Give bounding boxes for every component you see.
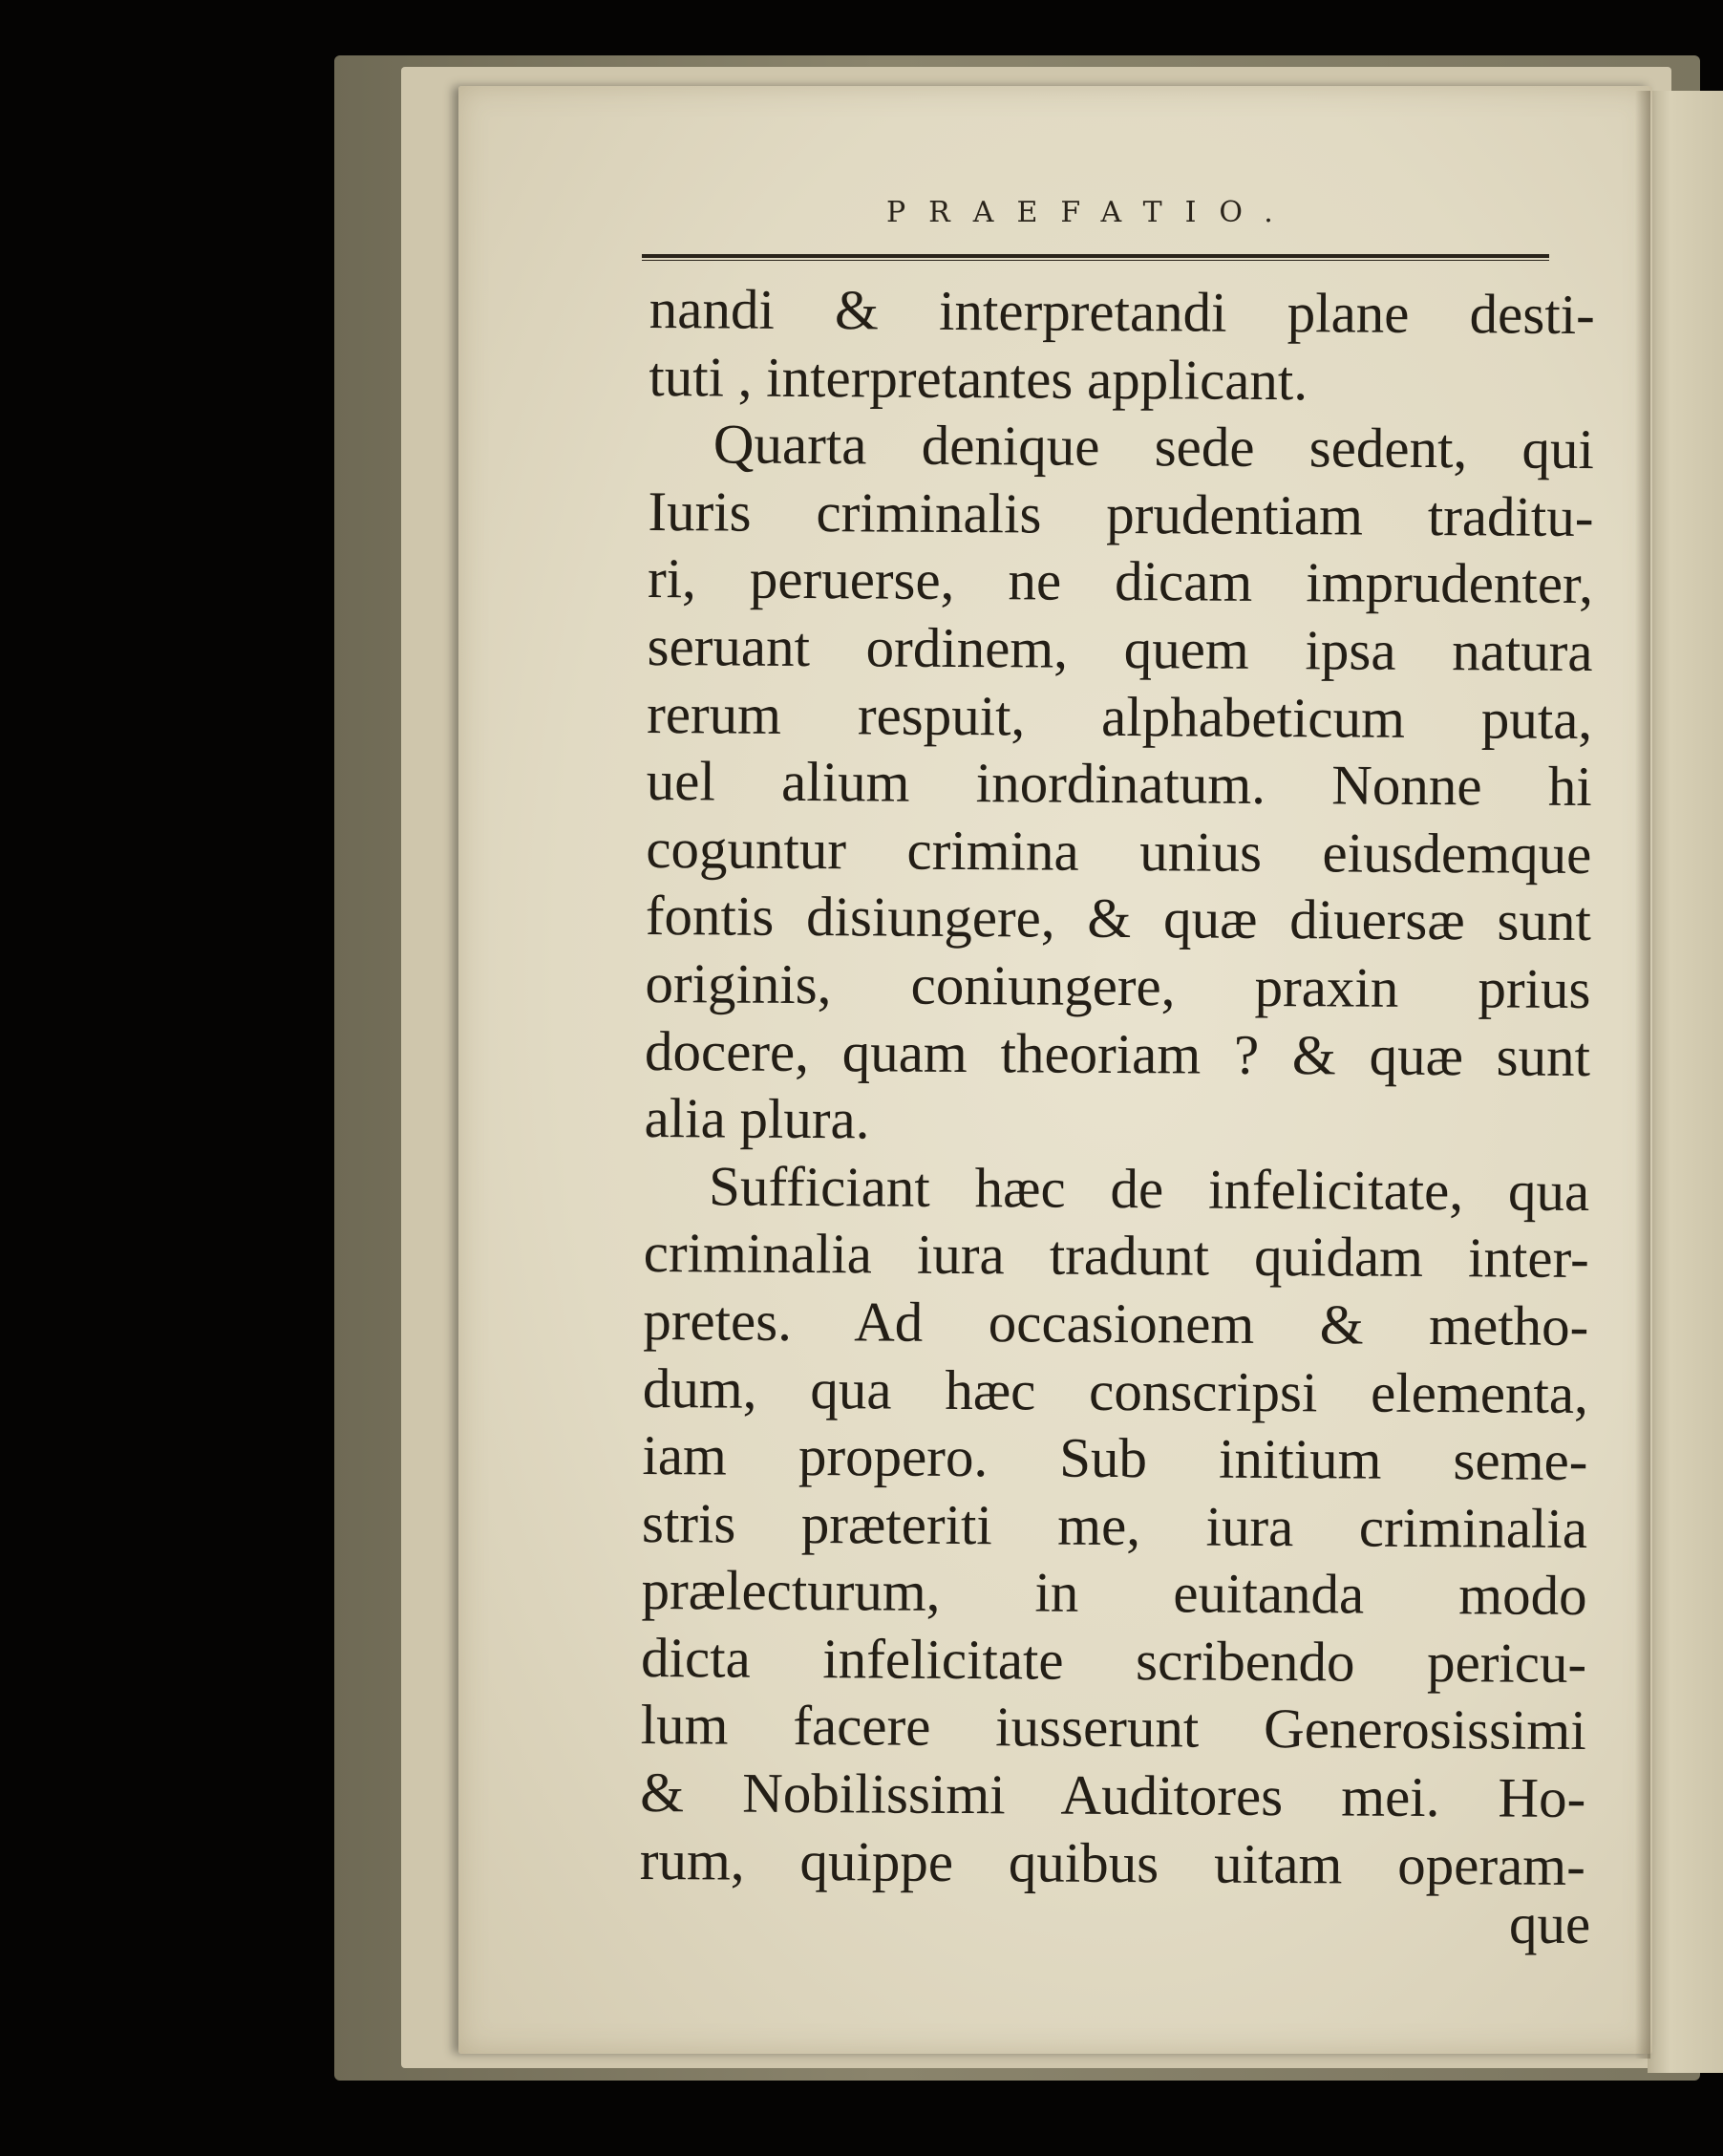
text-line: dicta infelicitate scribendo pericu- <box>640 1625 1587 1695</box>
text-line: docere, quam theoriam ? & quæ sunt <box>644 1018 1591 1088</box>
body-text <box>640 275 1595 1899</box>
text-line: Quarta denique sede sedent, qui <box>713 412 1595 481</box>
text-line: alia plura. <box>644 1086 870 1151</box>
text-line: prælecturum, in euitanda modo <box>641 1558 1587 1628</box>
text-line: originis, coniungere, praxin prius <box>645 950 1591 1020</box>
running-header: PRAEFATIO. <box>886 196 1296 229</box>
page-gutter-shadow <box>1635 91 1650 2059</box>
text-line: nandi & interpretandi plane desti- <box>649 276 1595 347</box>
text-line: pretes. Ad occasionem & metho- <box>643 1288 1589 1357</box>
text-line: seruant ordinem, quem ipsa natura <box>647 613 1593 684</box>
text-line: Iuris criminalis prudentiam traditu- <box>648 479 1594 548</box>
text-line: fontis disiungere, & quæ diuersæ sunt <box>645 884 1592 953</box>
text-line: criminalia iura tradunt quidam inter- <box>643 1221 1589 1291</box>
text-line: rum, quippe quibus uitam operam- <box>639 1827 1586 1897</box>
text-line: stris præteriti me, iura criminalia <box>641 1490 1588 1560</box>
text-line: dum, qua hæc conscripsi elementa, <box>642 1356 1589 1425</box>
text-line: uel alium inordinatum. Nonne hi <box>646 749 1592 819</box>
text-line: Sufficiant hæc de infelicitate, qua <box>708 1154 1590 1223</box>
text-line: coguntur crimina unius eiusdemque <box>646 816 1592 886</box>
text-line: lum facere iusserunt Generosissimi <box>640 1693 1586 1762</box>
text-line: iam propero. Sub initium seme- <box>642 1423 1588 1493</box>
text-line: rerum respuit, alphabeticum puta, <box>646 681 1593 751</box>
facing-page-edge <box>1648 91 1723 2073</box>
text-line: ri, peruerse, ne dicam imprudenter, <box>647 546 1594 616</box>
catchword: que <box>1509 1892 1591 1955</box>
header-rule <box>642 254 1549 261</box>
text-line: tuti , interpretantes applicant. <box>649 344 1308 412</box>
text-line: & Nobilissimi Auditores mei. Ho- <box>640 1761 1586 1830</box>
